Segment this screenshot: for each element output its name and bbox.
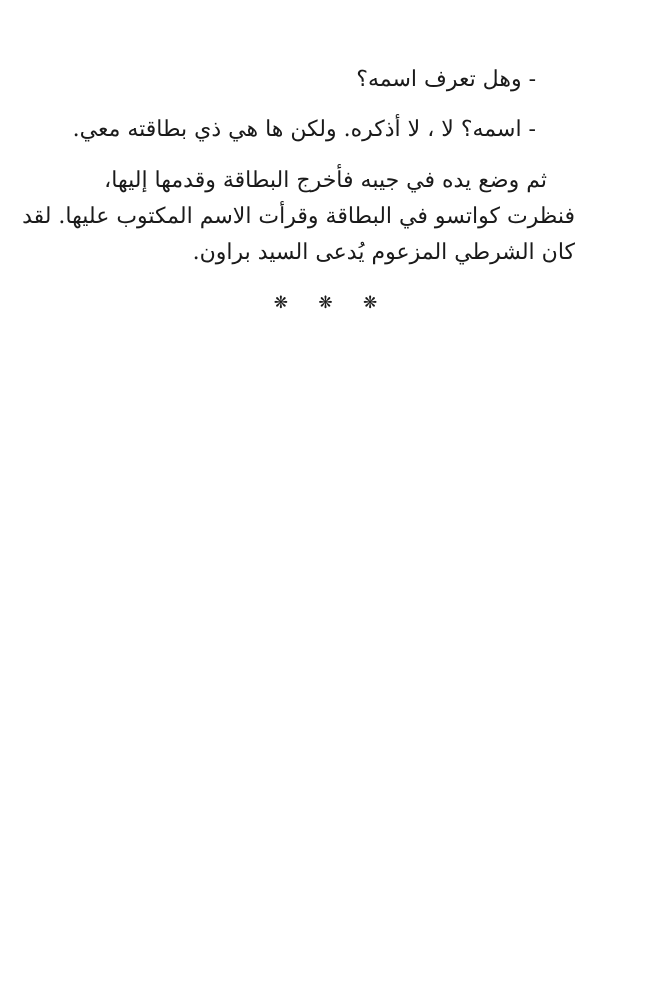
asterism-glyph: ❋ (318, 293, 333, 313)
asterism-glyph: ❋ (273, 293, 289, 313)
dialogue-line-question: - وهل تعرف اسمه؟ (356, 67, 536, 92)
paragraph-line-3: كان الشرطي المزعوم يُدعى السيد براون. (192, 240, 575, 265)
paragraph-line-1: ثم وضع يده في جيبه فأخرج البطاقة وقدمها إليها، (104, 168, 547, 193)
dialogue-line-answer: - اسمه؟ لا ، لا أذكره. ولكن ها هي ذي بطاقته معي. (72, 117, 536, 142)
paragraph-line-2: فنظرت كواتسو في البطاقة وقرأت الاسم المكتوب عليها. لقد (22, 204, 575, 229)
asterism-glyph: ❋ (362, 293, 378, 313)
section-separator (0, 289, 651, 313)
narrative-paragraph (22, 163, 575, 271)
